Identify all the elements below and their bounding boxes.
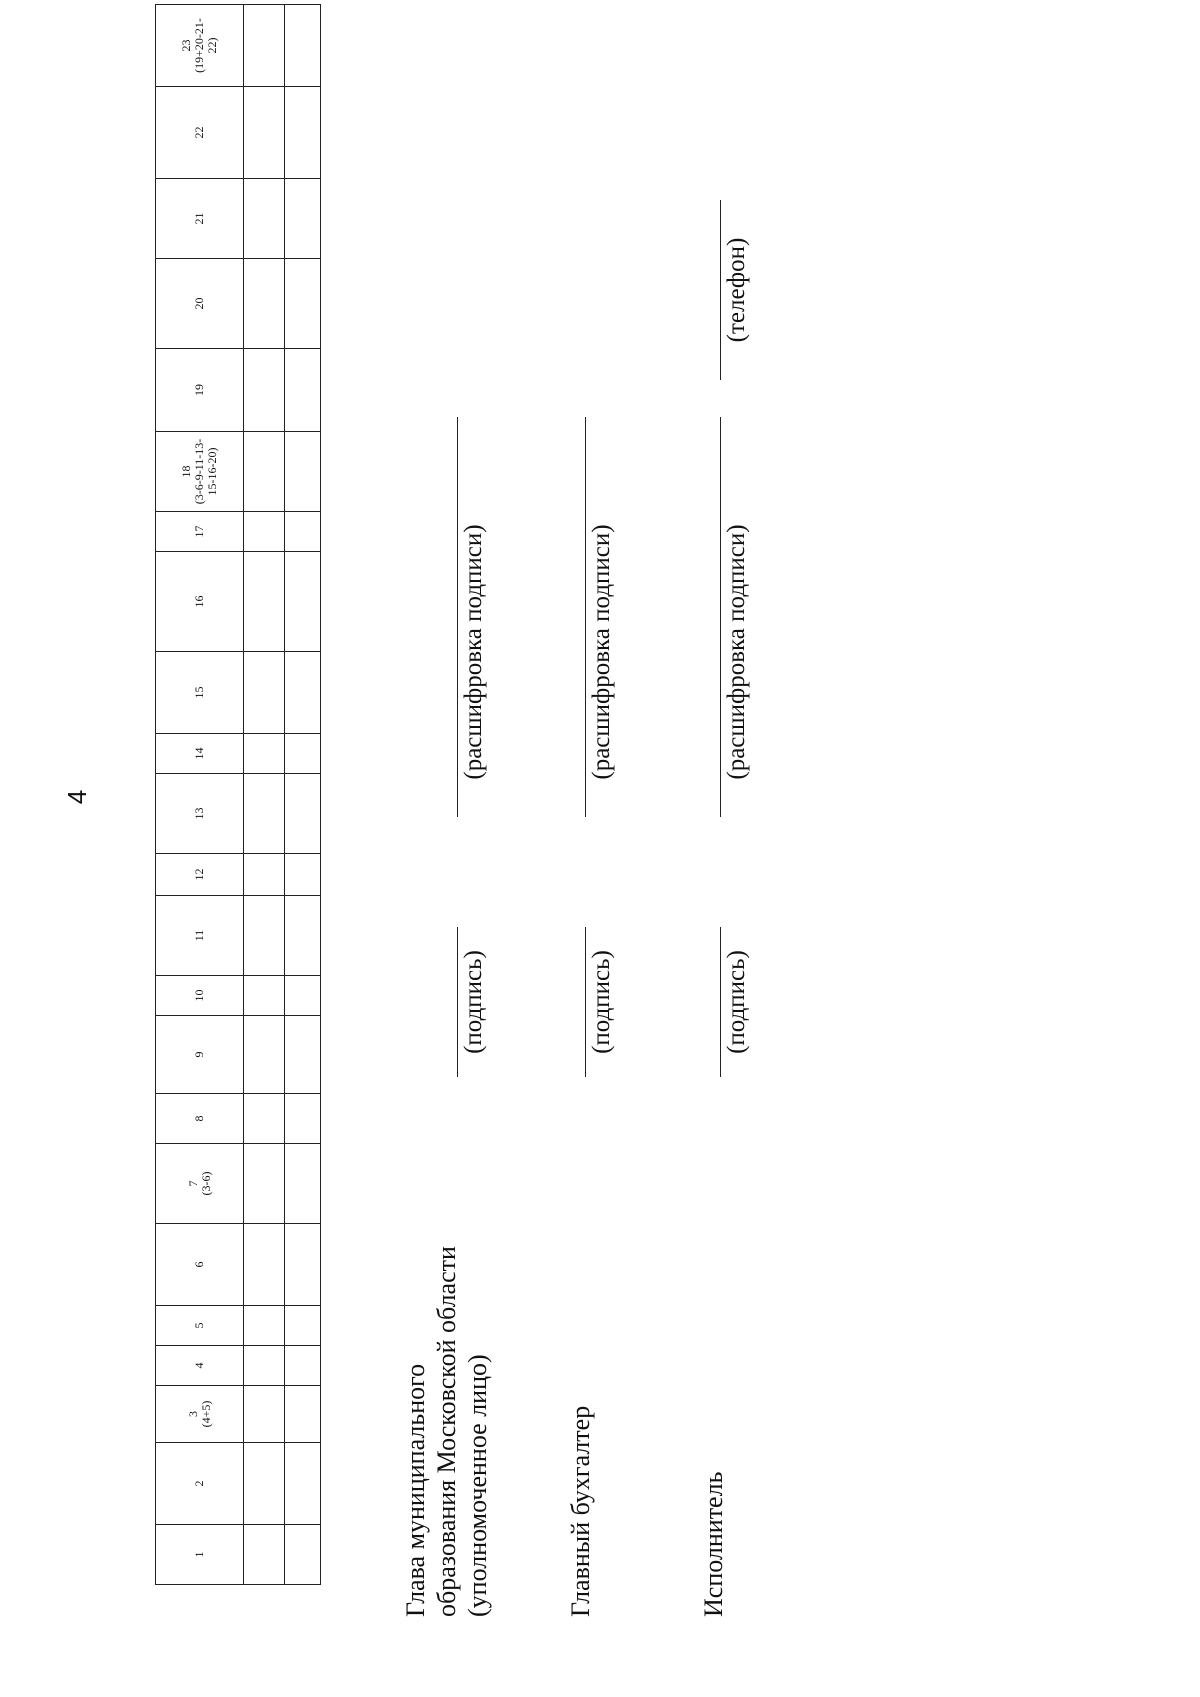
table-cell[interactable] bbox=[285, 5, 321, 87]
column-header: 9 bbox=[156, 1016, 244, 1094]
table-cell[interactable] bbox=[244, 1525, 285, 1585]
executor-name-line[interactable] bbox=[720, 417, 721, 817]
column-header: 8 bbox=[156, 1094, 244, 1144]
column-header: 22 bbox=[156, 87, 244, 179]
accountant-signature-caption: (подпись) bbox=[588, 950, 615, 1054]
table-cell[interactable] bbox=[285, 179, 321, 259]
table-cell[interactable] bbox=[285, 1224, 321, 1306]
head-label: Глава муниципального образования Московской области (уполномоченное лицо) bbox=[401, 1246, 492, 1617]
column-header: 17 bbox=[156, 512, 244, 552]
column-header: 3 (4+5) bbox=[156, 1386, 244, 1443]
column-header: 21 bbox=[156, 179, 244, 259]
table-cell[interactable] bbox=[285, 896, 321, 976]
table-cell[interactable] bbox=[285, 976, 321, 1016]
accountant-name-caption: (расшифровка подписи) bbox=[588, 524, 615, 780]
table-cell[interactable] bbox=[285, 1144, 321, 1224]
table-cell[interactable] bbox=[244, 259, 285, 349]
column-header: 11 bbox=[156, 896, 244, 976]
table-cell[interactable] bbox=[244, 976, 285, 1016]
header-row bbox=[156, 5, 244, 1585]
table-cell[interactable] bbox=[244, 734, 285, 774]
table-cell[interactable] bbox=[244, 1346, 285, 1386]
accountant-signature-line[interactable] bbox=[585, 927, 586, 1077]
column-header: 10 bbox=[156, 976, 244, 1016]
column-header: 12 bbox=[156, 854, 244, 896]
column-header: 23 (19+20-21-22) bbox=[156, 5, 244, 87]
executor-phone-caption: (телефон) bbox=[723, 237, 750, 343]
table-cell[interactable] bbox=[244, 552, 285, 652]
table-cell[interactable] bbox=[244, 854, 285, 896]
column-header: 18 (3-6-9-11-13-15-16-20) bbox=[156, 432, 244, 512]
report-table bbox=[155, 4, 321, 1585]
table-cell[interactable] bbox=[244, 1016, 285, 1094]
table-cell[interactable] bbox=[244, 1224, 285, 1306]
table-cell[interactable] bbox=[244, 1443, 285, 1525]
table-cell[interactable] bbox=[244, 179, 285, 259]
table-cell[interactable] bbox=[285, 1306, 321, 1346]
accountant-name-line[interactable] bbox=[585, 417, 586, 817]
table-cell[interactable] bbox=[285, 432, 321, 512]
table-cell[interactable] bbox=[285, 349, 321, 432]
table-cell[interactable] bbox=[285, 854, 321, 896]
table-cell[interactable] bbox=[285, 774, 321, 854]
table-cell[interactable] bbox=[285, 259, 321, 349]
executor-name-caption: (расшифровка подписи) bbox=[723, 524, 750, 780]
accountant-label: Главный бухгалтер bbox=[566, 1405, 595, 1617]
table-cell[interactable] bbox=[244, 774, 285, 854]
table-cell[interactable] bbox=[285, 1094, 321, 1144]
table-cell[interactable] bbox=[244, 896, 285, 976]
executor-label: Исполнитель bbox=[699, 1471, 728, 1617]
table-cell[interactable] bbox=[244, 1094, 285, 1144]
head-name-line[interactable] bbox=[457, 417, 458, 817]
column-header: 2 bbox=[156, 1443, 244, 1525]
table-cell[interactable] bbox=[244, 349, 285, 432]
table-cell[interactable] bbox=[244, 1306, 285, 1346]
column-header: 1 bbox=[156, 1525, 244, 1585]
table-cell[interactable] bbox=[285, 1525, 321, 1585]
table-cell[interactable] bbox=[285, 652, 321, 734]
executor-signature-line[interactable] bbox=[720, 927, 721, 1077]
table-cell[interactable] bbox=[244, 652, 285, 734]
table-cell[interactable] bbox=[285, 734, 321, 774]
table-cell[interactable] bbox=[244, 87, 285, 179]
table-cell[interactable] bbox=[285, 1443, 321, 1525]
table-cell[interactable] bbox=[244, 512, 285, 552]
column-header: 14 bbox=[156, 734, 244, 774]
table-cell[interactable] bbox=[285, 87, 321, 179]
head-signature-line[interactable] bbox=[457, 927, 458, 1077]
table-cell[interactable] bbox=[244, 432, 285, 512]
column-header: 19 bbox=[156, 349, 244, 432]
page-number: 4 bbox=[62, 789, 92, 805]
head-signature-caption: (подпись) bbox=[460, 950, 487, 1054]
column-header: 15 bbox=[156, 652, 244, 734]
table-cell[interactable] bbox=[244, 1144, 285, 1224]
table-cell[interactable] bbox=[285, 552, 321, 652]
executor-phone-line[interactable] bbox=[720, 200, 721, 380]
column-header: 13 bbox=[156, 774, 244, 854]
table-row bbox=[244, 5, 285, 1585]
column-header: 4 bbox=[156, 1346, 244, 1386]
column-header: 6 bbox=[156, 1224, 244, 1306]
column-header: 16 bbox=[156, 552, 244, 652]
executor-signature-caption: (подпись) bbox=[723, 950, 750, 1054]
table-row bbox=[285, 5, 321, 1585]
table-cell[interactable] bbox=[285, 1386, 321, 1443]
table-cell[interactable] bbox=[244, 1386, 285, 1443]
column-header: 7 (3-6) bbox=[156, 1144, 244, 1224]
table-cell[interactable] bbox=[244, 5, 285, 87]
table-cell[interactable] bbox=[285, 1346, 321, 1386]
column-header: 20 bbox=[156, 259, 244, 349]
head-name-caption: (расшифровка подписи) bbox=[460, 524, 487, 780]
table-cell[interactable] bbox=[285, 512, 321, 552]
table-cell[interactable] bbox=[285, 1016, 321, 1094]
column-header: 5 bbox=[156, 1306, 244, 1346]
